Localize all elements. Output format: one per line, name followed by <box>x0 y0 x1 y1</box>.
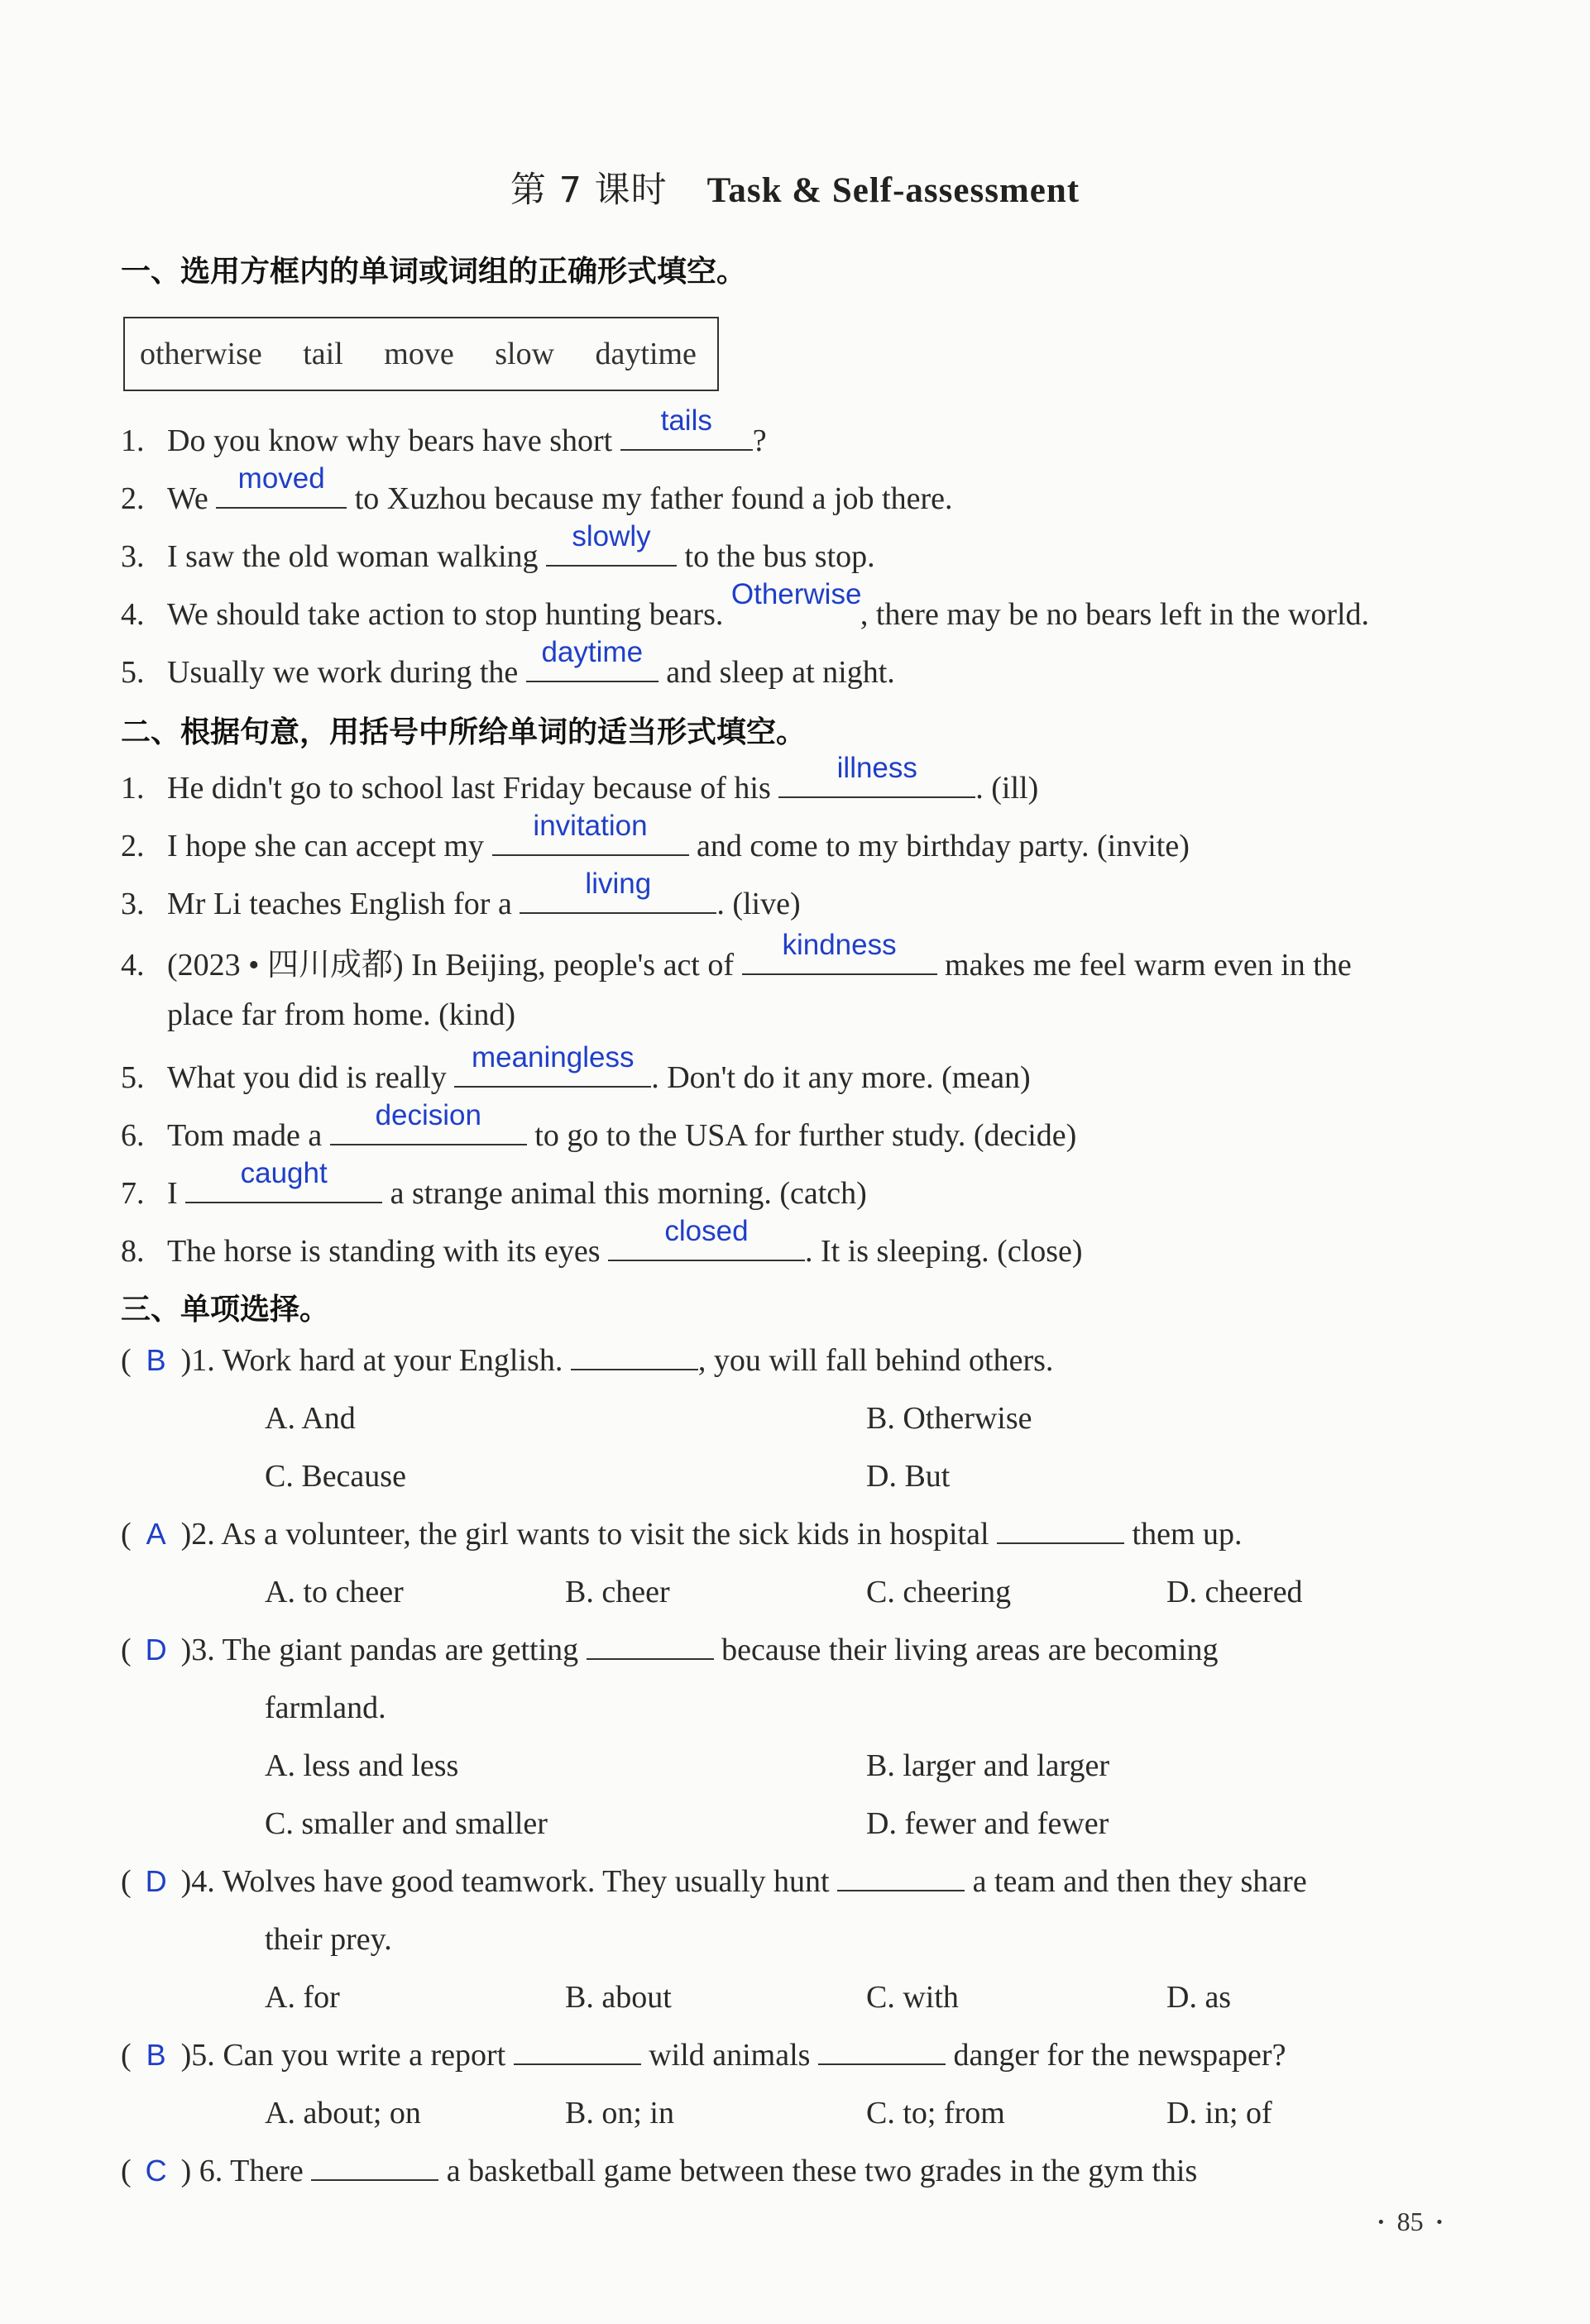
handwritten-answer: kindness <box>782 929 897 961</box>
option-a[interactable]: A. for <box>265 1980 340 2015</box>
option-c[interactable]: C. cheering <box>866 1575 1012 1609</box>
s2-item-2: 2. I hope she can accept my invitation and come to my birthday party. (invite) <box>121 810 1190 863</box>
answer-blank[interactable] <box>514 2039 641 2065</box>
option-b[interactable]: B. about <box>565 1980 672 2015</box>
answer-blank[interactable] <box>526 636 659 682</box>
option-d[interactable]: D. as <box>1166 1980 1232 2015</box>
s2-item-6: 6. Tom made a decision to go to the USA for further study. (decide) <box>121 1099 1077 1153</box>
s1-item-2: 2. We moved to Xuzhou because my father found a job there. <box>121 462 953 516</box>
mc-question-5: ( B )5. Can you write a report wild animals danger for the newspaper? <box>121 2038 1286 2073</box>
word-box-item: slow <box>495 337 555 371</box>
handwritten-answer: moved <box>237 462 325 495</box>
handwritten-answer: decision <box>375 1099 481 1131</box>
answer-blank[interactable] <box>778 752 975 798</box>
answer-blank[interactable] <box>216 462 347 509</box>
answer-blank[interactable] <box>454 1041 651 1088</box>
mc-question-3-continued: farmland. <box>265 1690 386 1725</box>
handwritten-choice: D <box>145 1633 167 1666</box>
mc-question-1: ( B )1. Work hard at your English. , you will fall behind others. <box>121 1343 1054 1378</box>
lesson-title: Task & Self-assessment <box>706 171 1080 210</box>
answer-blank[interactable] <box>520 868 716 914</box>
handwritten-answer: meaningless <box>471 1041 635 1074</box>
option-b[interactable]: B. cheer <box>565 1575 670 1609</box>
answer-blank[interactable] <box>492 810 689 856</box>
s2-item-7: 7. I caught a strange animal this morning. (catch) <box>121 1157 867 1211</box>
answer-blank[interactable] <box>997 1518 1124 1544</box>
answer-blank[interactable] <box>311 2154 438 2181</box>
option-b[interactable]: B. larger and larger <box>866 1748 1110 1783</box>
handwritten-choice: B <box>146 2038 166 2072</box>
mc-question-4-continued: their prey. <box>265 1922 392 1957</box>
handwritten-answer: invitation <box>533 810 648 842</box>
s2-item-8: 8. The horse is standing with its eyes closed . It is sleeping. (close) <box>121 1215 1083 1269</box>
handwritten-answer: tails <box>660 404 712 437</box>
mc-question-4: ( D )4. Wolves have good teamwork. They usually hunt a team and then they share <box>121 1864 1307 1899</box>
answer-blank[interactable] <box>587 1633 714 1660</box>
handwritten-choice: C <box>145 2154 167 2188</box>
word-box-item: otherwise <box>140 337 262 371</box>
option-d[interactable]: D. cheered <box>1166 1575 1303 1609</box>
handwritten-answer: living <box>585 868 652 900</box>
s2-item-4-continued: place far from home. (kind) <box>167 997 515 1032</box>
page-title <box>0 162 1590 213</box>
option-c[interactable]: C. Because <box>265 1459 406 1494</box>
handwritten-answer: closed <box>664 1215 749 1247</box>
handwritten-answer: daytime <box>541 636 644 668</box>
s2-item-4: 4. (2023 • 四川成都) In Beijing, people's act of kindness makes me feel warm even in the <box>121 929 1352 983</box>
word-box-item: move <box>384 337 454 371</box>
s2-item-5: 5. What you did is really meaningless . Don't do it any more. (mean) <box>121 1041 1031 1095</box>
answer-blank[interactable] <box>546 520 677 567</box>
option-d[interactable]: D. But <box>866 1459 951 1494</box>
option-c[interactable]: C. with <box>866 1980 959 2015</box>
s1-item-1: 1. Do you know why bears have short tails ? <box>121 404 767 458</box>
answer-blank[interactable] <box>818 2039 946 2065</box>
word-box-item: tail <box>303 337 343 371</box>
handwritten-choice: B <box>146 1343 166 1377</box>
answer-blank[interactable] <box>608 1215 805 1261</box>
word-box <box>123 317 719 391</box>
handwritten-choice: A <box>146 1517 166 1551</box>
mc-question-2: ( A )2. As a volunteer, the girl wants to visit the sick kids in hospital them up. <box>121 1517 1243 1552</box>
option-a[interactable]: A. less and less <box>265 1748 459 1783</box>
page-number: · 85 · <box>1377 2207 1444 2236</box>
s1-item-4: 4. We should take action to stop hunting bears. Otherwise , there may be no bears left in the world. <box>121 578 1370 632</box>
mc-question-6: ( C ) 6. There a basketball game between these two grades in the gym this <box>121 2154 1198 2188</box>
option-a[interactable]: A. And <box>265 1401 356 1436</box>
s1-item-3: 3. I saw the old woman walking slowly to the bus stop. <box>121 520 875 574</box>
answer-blank[interactable] <box>620 404 753 451</box>
answer-blank[interactable] <box>730 578 862 624</box>
lesson-number: 第 7 课时 <box>510 170 668 211</box>
handwritten-choice: D <box>145 1864 167 1898</box>
handwritten-answer: Otherwise <box>730 578 862 610</box>
handwritten-answer: caught <box>240 1157 328 1189</box>
option-c[interactable]: C. to; from <box>866 2096 1005 2130</box>
mc-question-3: ( D )3. The giant pandas are getting because their living areas are becoming <box>121 1633 1219 1667</box>
option-a[interactable]: A. about; on <box>265 2096 421 2130</box>
answer-blank[interactable] <box>742 929 937 975</box>
answer-blank[interactable] <box>185 1157 382 1203</box>
s2-item-1: 1. He didn't go to school last Friday because of his illness . (ill) <box>121 752 1039 806</box>
option-d[interactable]: D. fewer and fewer <box>866 1806 1109 1841</box>
option-b[interactable]: B. Otherwise <box>866 1401 1032 1436</box>
handwritten-answer: illness <box>836 752 917 784</box>
option-d[interactable]: D. in; of <box>1166 2096 1272 2130</box>
answer-blank[interactable] <box>571 1344 698 1370</box>
s1-item-5: 5. Usually we work during the daytime and sleep at night. <box>121 636 895 690</box>
section2-heading: 二、根据句意，用括号中所给单词的适当形式填空。 <box>121 715 807 749</box>
answer-blank[interactable] <box>330 1099 527 1145</box>
option-a[interactable]: A. to cheer <box>265 1575 404 1609</box>
option-b[interactable]: B. on; in <box>565 2096 674 2130</box>
section3-heading: 三、单项选择。 <box>121 1293 330 1327</box>
word-box-item: daytime <box>595 337 697 371</box>
section1-heading: 一、选用方框内的单词或词组的正确形式填空。 <box>121 255 747 289</box>
handwritten-answer: slowly <box>572 520 651 552</box>
option-c[interactable]: C. smaller and smaller <box>265 1806 548 1841</box>
answer-blank[interactable] <box>837 1865 965 1891</box>
s2-item-3: 3. Mr Li teaches English for a living . (live) <box>121 868 801 921</box>
